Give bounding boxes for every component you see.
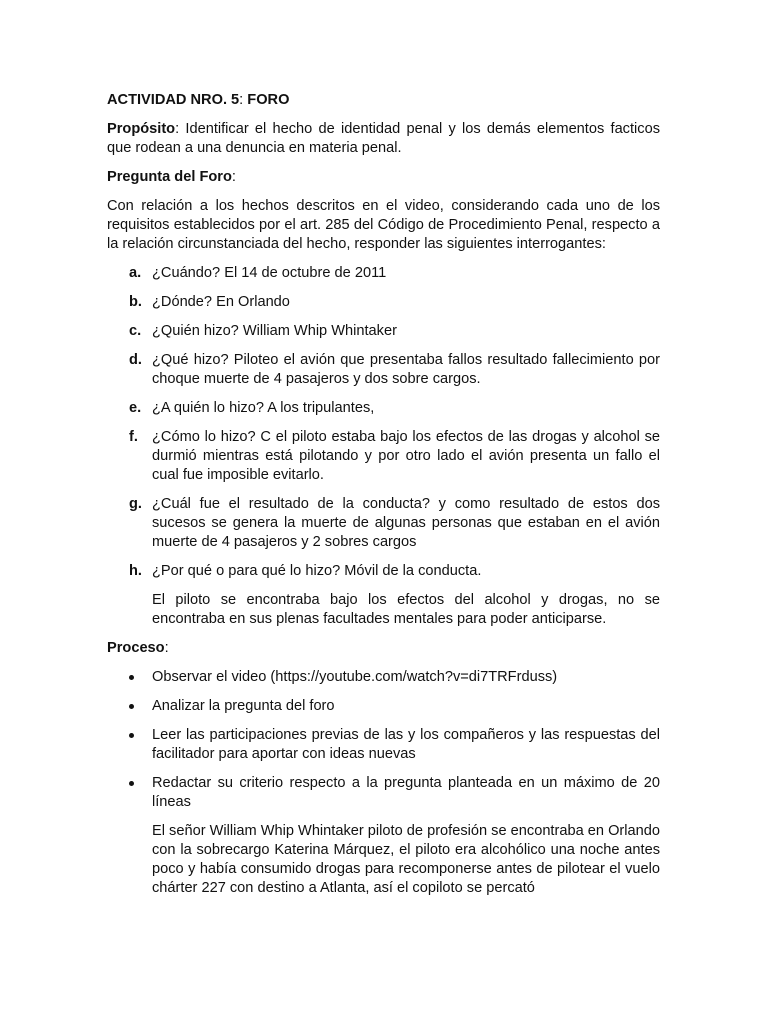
- activity-label: ACTIVIDAD NRO. 5: [107, 92, 240, 108]
- list-item: [107, 322, 660, 341]
- list-item: [107, 495, 660, 552]
- list-item: [107, 399, 660, 418]
- final-paragraph: El señor William Whip Whintaker piloto de profesión se encontraba en Orlando con la sobrecargo Katerina Márquez, el piloto era alcohólico una noche antes poco y había consumido drogas para recomponerse antes de pilotear el vuelo chárter 227 con destino a Atlanta, así el copiloto se percató: [152, 823, 660, 896]
- list-marker: e.: [129, 400, 142, 416]
- list-item: [107, 428, 660, 485]
- list-marker: d.: [129, 352, 142, 368]
- question-text: ¿Quién hizo? William Whip Whintaker: [152, 323, 397, 339]
- list-item: [107, 351, 660, 389]
- list-item: [107, 697, 660, 716]
- list-marker: c.: [129, 323, 142, 339]
- list-marker: g.: [129, 496, 142, 512]
- list-marker: f.: [129, 429, 138, 445]
- list-item: [107, 726, 660, 764]
- forum-question-label: Pregunta del Foro: [107, 169, 232, 185]
- step-text: Leer las participaciones previas de las y los compañeros y las respuestas del facilitador para aportar con ideas nuevas: [152, 727, 660, 762]
- process-colon: :: [164, 640, 169, 656]
- intro-paragraph: Con relación a los hechos descritos en el video, considerando cada uno de los requisitos establecidos por el art. 285 del Código de Procedimiento Penal, respecto a la relación circunstanciada del hecho, responder las siguientes interrogantes:: [107, 198, 660, 252]
- step-text: Redactar su criterio respecto a la pregunta planteada en un máximo de 20 líneas: [152, 775, 660, 810]
- question-text: ¿Por qué o para qué lo hizo? Móvil de la conducta.: [152, 563, 482, 579]
- list-marker: a.: [129, 265, 142, 281]
- activity-separator: :: [239, 92, 248, 108]
- list-item: [107, 668, 660, 687]
- question-text: ¿Qué hizo? Piloteo el avión que presentaba fallos resultado fallecimiento por choque muerte de 4 pasajeros y dos sobre cargos.: [152, 352, 660, 387]
- question-text: ¿Dónde? En Orlando: [152, 294, 290, 310]
- list-item: [107, 774, 660, 812]
- question-text: ¿Cuándo? El 14 de octubre de 2011: [152, 265, 387, 281]
- list-item: [107, 264, 660, 283]
- forum-question-colon: :: [231, 169, 236, 185]
- process-steps-list: [107, 668, 660, 812]
- activity-value: FORO: [247, 92, 290, 108]
- bullet-icon: [129, 704, 134, 709]
- question-text: ¿Cómo lo hizo? C el piloto estaba bajo los efectos de las drogas y alcohol se durmió mientras está pilotando y por otro lado el avión presenta un fallo el cual fue imposible evitarlo.: [152, 429, 660, 483]
- step-text: Observar el video (https://youtube.com/watch?v=di7TRFrduss): [152, 669, 558, 685]
- list-marker: h.: [129, 563, 142, 579]
- question-list: [107, 264, 660, 581]
- question-text: ¿Cuál fue el resultado de la conducta? y como resultado de estos dos sucesos se genera la muerte de algunas personas que estaban en el avión muerte de 4 pasajeros y 2 sobres cargos: [152, 496, 660, 550]
- activity-heading: [107, 91, 660, 110]
- purpose-label: Propósito: [107, 121, 176, 137]
- bullet-icon: [129, 781, 134, 786]
- forum-question-heading: [107, 168, 660, 187]
- purpose-text: : Identificar el hecho de identidad penal y los demás elementos facticos que rodean a una denuncia en materia penal.: [107, 121, 660, 156]
- purpose-paragraph: [107, 120, 660, 158]
- list-item: [107, 293, 660, 312]
- process-heading: [107, 639, 660, 658]
- step-text: Analizar la pregunta del foro: [152, 698, 335, 714]
- process-label: Proceso: [107, 640, 165, 656]
- bullet-icon: [129, 675, 134, 680]
- list-marker: b.: [129, 294, 142, 310]
- answer-h-paragraph: El piloto se encontraba bajo los efectos del alcohol y drogas, no se encontraba en sus plenas facultades mentales para poder anticiparse.: [152, 592, 660, 627]
- question-text: ¿A quién lo hizo? A los tripulantes,: [152, 400, 375, 416]
- document-page: [107, 91, 660, 898]
- list-item: [107, 562, 660, 581]
- bullet-icon: [129, 733, 134, 738]
